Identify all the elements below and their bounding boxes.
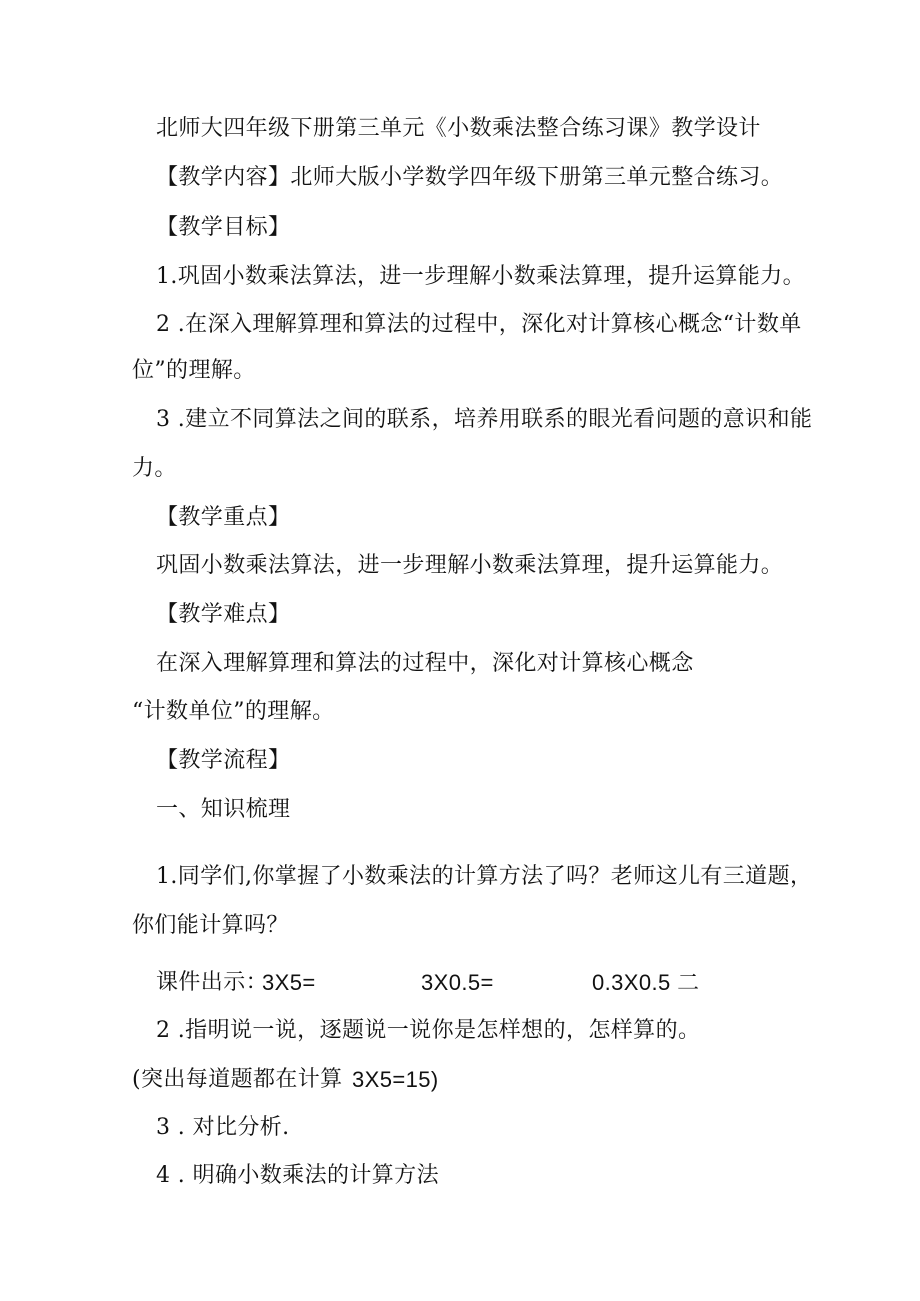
key-point-heading: 【教学重点】 (156, 505, 291, 530)
process-heading: 【教学流程】 (156, 748, 291, 773)
step-1-line-2: 你们能计算吗？ (132, 913, 289, 938)
step-3: 3 . 对比分析. (156, 1115, 290, 1140)
formula-1: 3X5= (262, 970, 316, 995)
section-1-heading: 一、知识梳理 (156, 797, 291, 822)
courseware-label: 课件出示： (156, 970, 269, 995)
step-2: 2 .指明说一说，逐题说一说你是怎样想的，怎样算的。 (156, 1018, 701, 1043)
document-title: 北师大四年级下册第三单元《小数乘法整合练习课》教学设计 (156, 116, 761, 141)
key-point-text: 巩固小数乘法算法，进一步理解小数乘法算理，提升运算能力。 (156, 553, 784, 578)
step-4: 4 . 明确小数乘法的计算方法 (156, 1163, 439, 1188)
difficulty-heading: 【教学难点】 (156, 602, 291, 627)
difficulty-line-2: “计数单位”的理解。 (132, 699, 335, 724)
step-1-line-1: 1.同学们,你掌握了小数乘法的计算方法了吗？老师这儿有三道题， (156, 864, 813, 889)
formula-3: 0.3X0.5 二 (592, 970, 700, 995)
objective-3-line-2: 力。 (132, 456, 177, 481)
objective-3-line-1: 3 .建立不同算法之间的联系，培养用联系的眼光看问题的意识和能 (156, 407, 813, 432)
objective-1: 1.巩固小数乘法算法，进一步理解小数乘法算理，提升运算能力。 (156, 264, 805, 289)
teaching-content-line: 【教学内容】北师大版小学数学四年级下册第三单元整合练习。 (156, 165, 784, 190)
objective-2-line-2: 位”的理解。 (132, 358, 256, 383)
objective-2-line-1: 2 .在深入理解算理和算法的过程中，深化对计算核心概念“计数单 (156, 312, 802, 337)
difficulty-line-1: 在深入理解算理和算法的过程中，深化对计算核心概念 (156, 651, 694, 676)
step-2-note-prefix: (突出每道题都在计算 (132, 1067, 343, 1092)
step-2-note-formula: 3X5=15) (352, 1067, 439, 1092)
formula-2: 3X0.5= (421, 970, 494, 995)
objectives-heading: 【教学目标】 (156, 215, 291, 240)
